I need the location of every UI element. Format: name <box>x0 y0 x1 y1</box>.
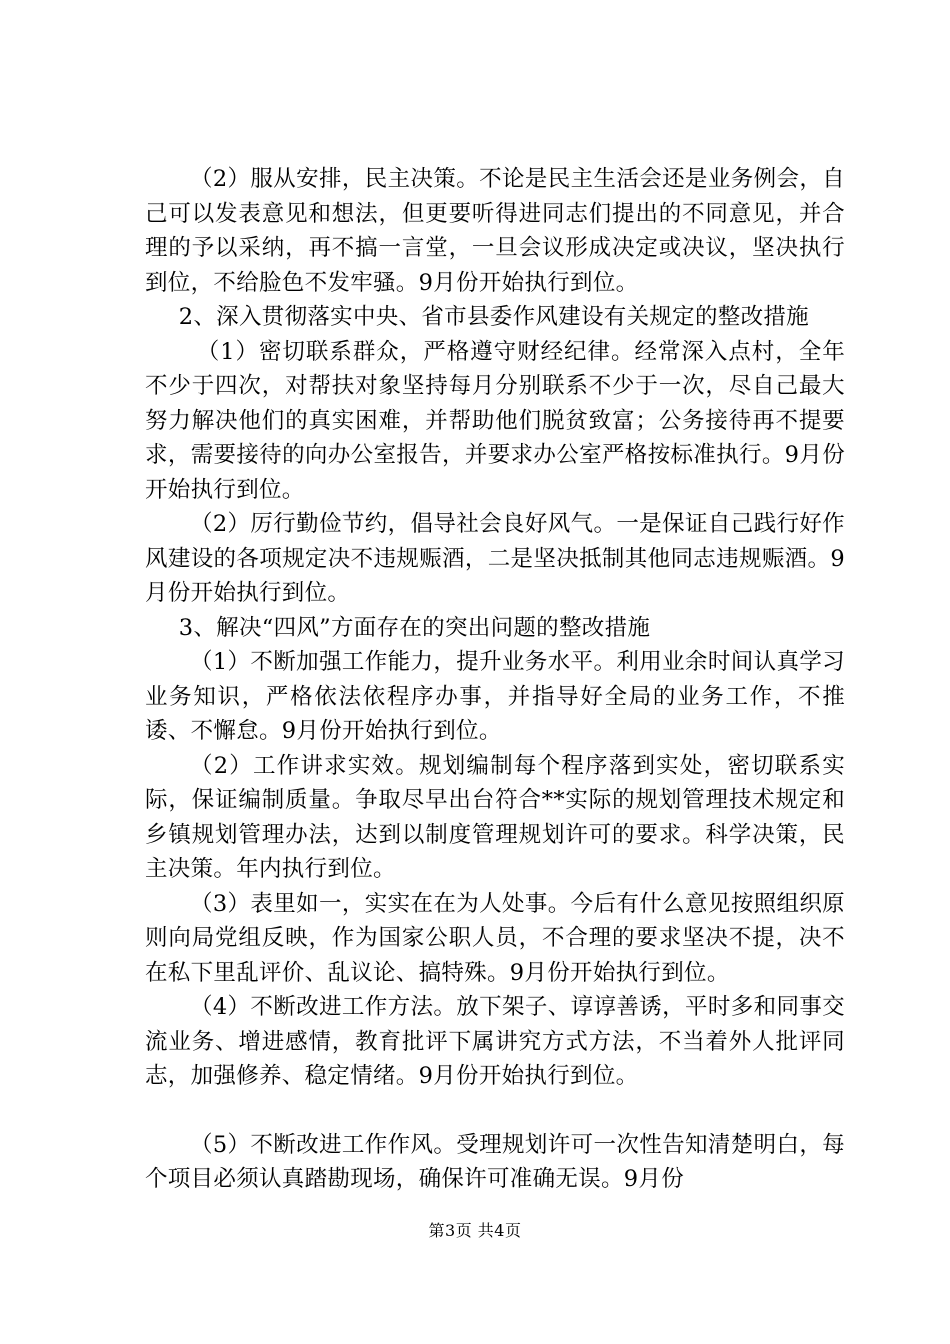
paragraph-work-methods: （4）不断改进工作方法。放下架子、谆谆善诱，平时多和同事交流业务、增进感情，教育批评下属讲究方式方法，不当着外人批评同志，加强修养、稳定情绪。9月份开始执行到位。 <box>145 994 845 1089</box>
paragraph-obey-arrangement: （2）服从安排，民主决策。不论是民主生活会还是业务例会，自己可以发表意见和想法，但更要听得进同志们提出的不同意见，并合理的予以采纳，再不搞一言堂，一旦会议形成决定或决议，坚决执行到位，不给脸色不发牢骚。9月份开始执行到位。 <box>145 166 845 296</box>
paragraph-work-style: （5）不断改进工作作风。受理规划许可一次性告知清楚明白，每个项目必须认真踏勘现场，确保许可准确无误。9月份 <box>145 1131 845 1192</box>
paragraph-contact-masses: （1）密切联系群众，严格遵守财经纪律。经常深入点村，全年不少于四次，对帮扶对象坚持每月分别联系不少于一次，尽自己最大努力解决他们的真实困难，并帮助他们脱贫致富；公务接待再不提要求，需要接待的向办公室报告，并要求办公室严格按标准执行。9月份开始执行到位。 <box>145 338 845 503</box>
heading-section-3: 3、解决“四风”方面存在的突出问题的整改措施 <box>178 614 651 641</box>
paragraph-work-effectiveness: （2）工作讲求实效。规划编制每个程序落到实处，密切联系实际，保证编制质量。争取尽早出台符合**实际的规划管理技术规定和乡镇规划管理办法，达到以制度管理规划许可的要求。科学决策，民主决策。年内执行到位。 <box>145 752 845 882</box>
document-body <box>145 162 845 1197</box>
paragraph-consistency: （3）表里如一，实实在在为人处事。今后有什么意见按照组织原则向局党组反映，作为国家公职人员，不合理的要求坚决不提，决不在私下里乱评价、乱议论、搞特殊。9月份开始执行到位。 <box>145 890 845 986</box>
paragraph-work-ability: （1）不断加强工作能力，提升业务水平。利用业余时间认真学习业务知识，严格依法依程序办事，并指导好全局的业务工作，不推诿、不懈怠。9月份开始执行到位。 <box>145 649 845 744</box>
heading-section-2: 2、深入贯彻落实中央、省市县委作风建设有关规定的整改措施 <box>178 304 809 330</box>
page-number-footer: 第3页 共4页 <box>428 1221 522 1240</box>
paragraph-thrift: （2）厉行勤俭节约，倡导社会良好风气。一是保证自己践行好作风建设的各项规定决不违规赈酒，二是坚决抵制其他同志违规赈酒。9月份开始执行到位。 <box>145 511 845 606</box>
